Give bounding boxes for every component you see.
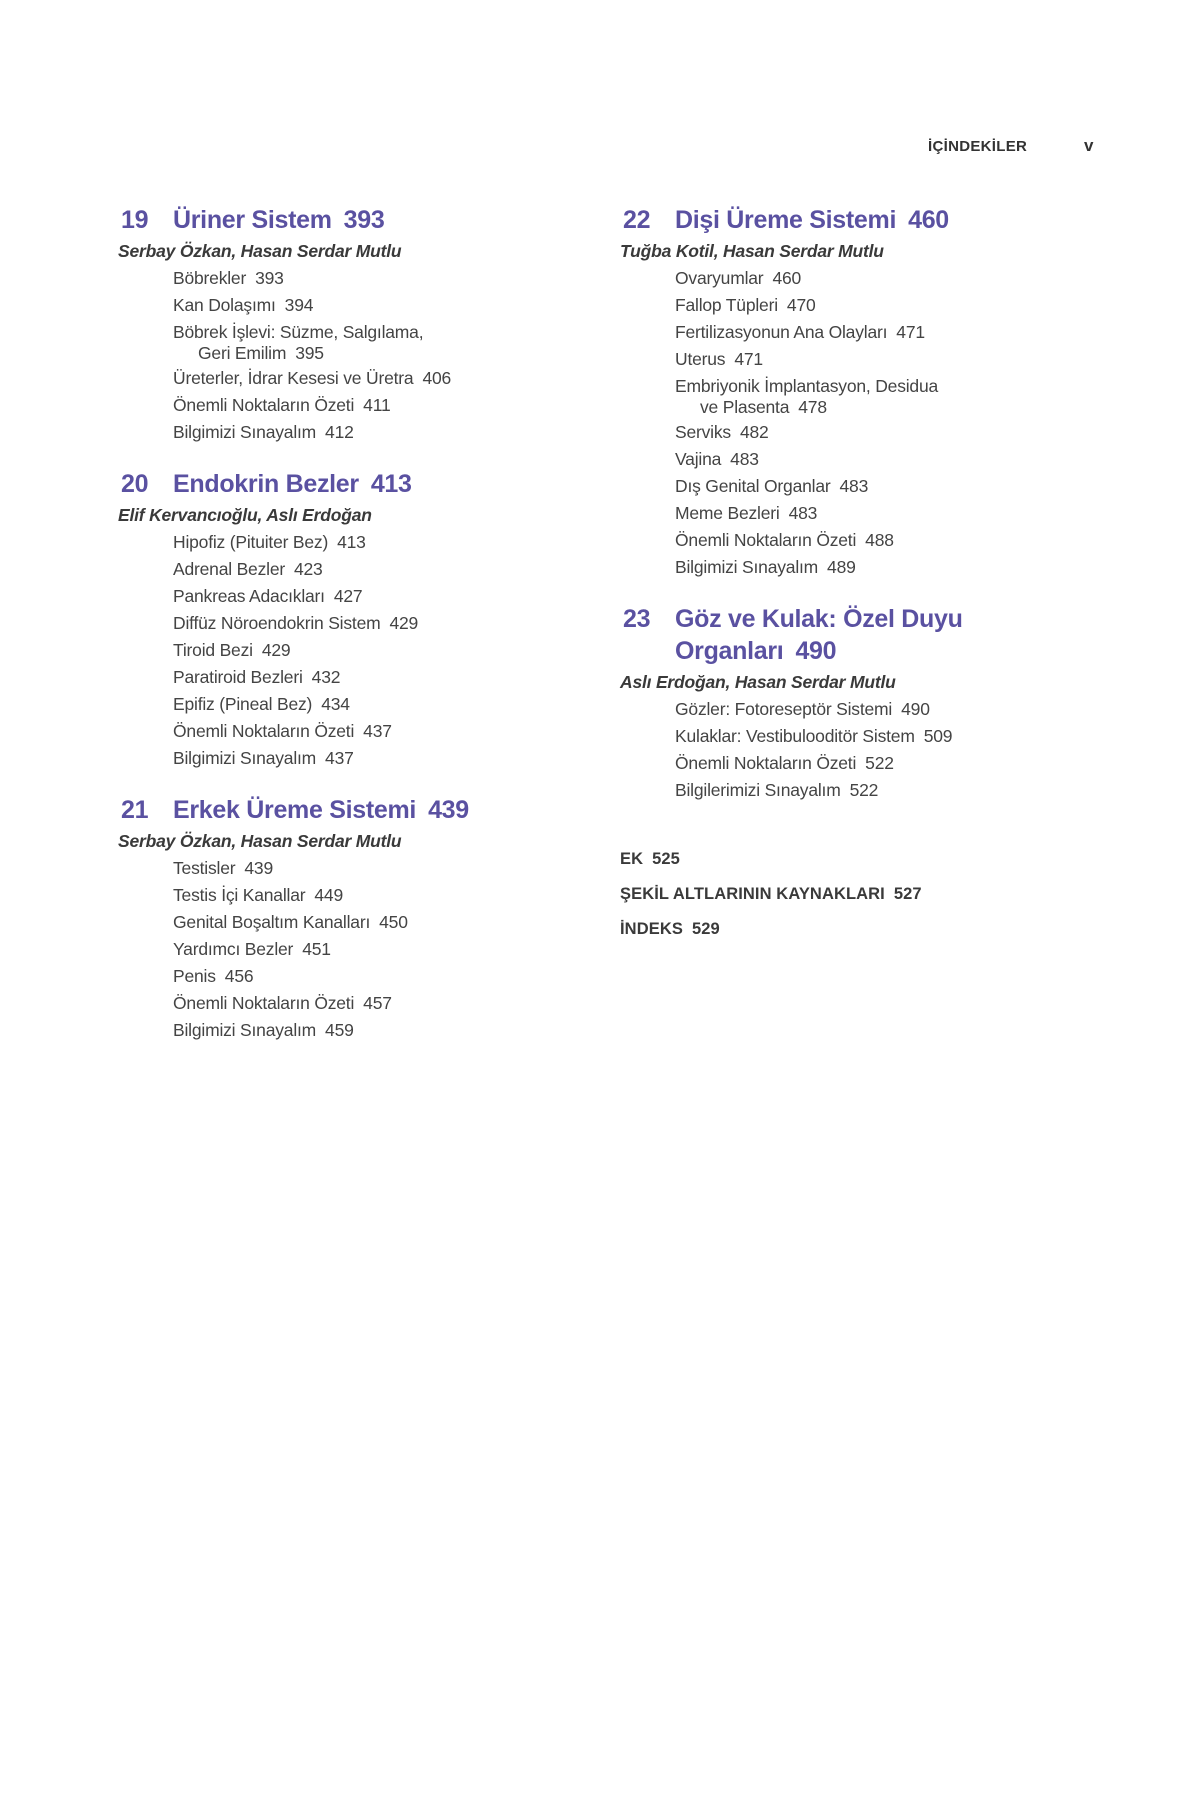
toc-entry[interactable]: Önemli Noktaların Özeti 457 xyxy=(173,993,392,1013)
toc-entry[interactable]: Ovaryumlar 460 xyxy=(675,268,802,288)
toc-entry[interactable]: Dış Genital Organlar 483 xyxy=(675,476,869,496)
toc-entry[interactable]: Testisler 439 xyxy=(173,858,273,878)
toc-entry[interactable]: Pankreas Adacıkları 427 xyxy=(173,586,363,606)
toc-entry[interactable]: Paratiroid Bezleri 432 xyxy=(173,667,341,687)
toc-left-column xyxy=(118,204,588,1066)
chapter-number: 20 xyxy=(121,470,149,498)
toc-entry[interactable]: Kulaklar: Vestibulooditör Sistem 509 xyxy=(675,726,953,746)
toc-entry[interactable]: Böbrek İşlevi: Süzme, Salgılama, Geri Emilim 395 xyxy=(173,322,424,363)
chapter-authors: Serbay Özkan, Hasan Serdar Mutlu xyxy=(118,241,402,261)
back-matter-figure-sources[interactable]: ŞEKİL ALTLARININ KAYNAKLARI 527 xyxy=(620,885,922,903)
chapter-authors: Tuğba Kotil, Hasan Serdar Mutlu xyxy=(620,241,884,261)
back-matter-list xyxy=(620,842,1090,947)
chapter-heading[interactable] xyxy=(620,204,1090,236)
toc-entry[interactable]: Bilgimizi Sınayalım 412 xyxy=(173,422,354,442)
chapter-title: Üriner Sistem 393 xyxy=(173,206,385,234)
chapter-19 xyxy=(118,204,588,446)
running-head-page-number: v xyxy=(1084,136,1094,155)
toc-entry[interactable]: Meme Bezleri 483 xyxy=(675,503,818,523)
chapter-heading[interactable] xyxy=(118,204,588,236)
toc-entry[interactable]: Uterus 471 xyxy=(675,349,763,369)
chapter-number: 21 xyxy=(121,796,149,824)
back-matter-appendix[interactable]: EK 525 xyxy=(620,850,680,868)
chapter-title: Göz ve Kulak: Özel Duyu Organları 490 xyxy=(675,605,963,665)
section-list xyxy=(620,696,1090,804)
toc-entry[interactable]: Önemli Noktaların Özeti 522 xyxy=(675,753,894,773)
toc-entry[interactable]: Bilgimizi Sınayalım 459 xyxy=(173,1020,354,1040)
running-head xyxy=(0,138,1200,162)
chapter-title: Endokrin Bezler 413 xyxy=(173,470,412,498)
chapter-23 xyxy=(620,603,1090,804)
running-head-title: İÇİNDEKİLER xyxy=(928,138,1028,155)
chapter-heading[interactable] xyxy=(118,468,588,500)
toc-entry[interactable]: Bilgimizi Sınayalım 489 xyxy=(675,557,856,577)
chapter-22 xyxy=(620,204,1090,581)
toc-entry[interactable]: Hipofiz (Pituiter Bez) 413 xyxy=(173,532,366,552)
chapter-number: 19 xyxy=(121,206,149,234)
toc-entry[interactable]: Epifiz (Pineal Bez) 434 xyxy=(173,694,350,714)
chapter-page: 490 xyxy=(795,637,837,665)
toc-entry[interactable]: Tiroid Bezi 429 xyxy=(173,640,291,660)
toc-entry[interactable]: Embriyonik İmplantasyon, Desidua ve Plasenta 478 xyxy=(675,376,939,417)
chapter-page: 439 xyxy=(428,796,469,824)
toc-entry[interactable]: Genital Boşaltım Kanalları 450 xyxy=(173,912,408,932)
toc-entry[interactable]: Bilgilerimizi Sınayalım 522 xyxy=(675,780,879,800)
toc-entry[interactable]: Yardımcı Bezler 451 xyxy=(173,939,331,959)
chapter-authors: Serbay Özkan, Hasan Serdar Mutlu xyxy=(118,831,402,851)
chapter-page: 393 xyxy=(343,206,385,234)
toc-entry[interactable]: Önemli Noktaların Özeti 411 xyxy=(173,395,391,415)
toc-entry[interactable]: Testis İçi Kanallar 449 xyxy=(173,885,343,905)
chapter-number: 22 xyxy=(623,206,651,234)
toc-entry[interactable]: Fertilizasyonun Ana Olayları 471 xyxy=(675,322,925,342)
toc-entry[interactable]: Önemli Noktaların Özeti 437 xyxy=(173,721,392,741)
chapter-authors: Elif Kervancıoğlu, Aslı Erdoğan xyxy=(118,505,372,525)
toc-entry[interactable]: Penis 456 xyxy=(173,966,254,986)
toc-entry[interactable]: Önemli Noktaların Özeti 488 xyxy=(675,530,894,550)
toc-right-column xyxy=(620,204,1090,947)
chapter-heading[interactable] xyxy=(620,603,1090,667)
chapter-title: Erkek Üreme Sistemi 439 xyxy=(173,796,469,824)
chapter-heading[interactable] xyxy=(118,794,588,826)
toc-entry[interactable]: Vajina 483 xyxy=(675,449,759,469)
section-list xyxy=(118,855,588,1044)
toc-entry[interactable]: Serviks 482 xyxy=(675,422,769,442)
section-list xyxy=(620,265,1090,581)
toc-entry[interactable]: Diffüz Nöroendokrin Sistem 429 xyxy=(173,613,419,633)
toc-entry[interactable]: Fallop Tüpleri 470 xyxy=(675,295,816,315)
chapter-title: Dişi Üreme Sistemi 460 xyxy=(675,206,949,234)
chapter-authors: Aslı Erdoğan, Hasan Serdar Mutlu xyxy=(620,672,896,692)
toc-entry[interactable]: Bilgimizi Sınayalım 437 xyxy=(173,748,354,768)
chapter-number: 23 xyxy=(623,605,651,633)
chapter-20 xyxy=(118,468,588,772)
chapter-21 xyxy=(118,794,588,1044)
section-list xyxy=(118,265,588,446)
toc-entry[interactable]: Gözler: Fotoreseptör Sistemi 490 xyxy=(675,699,930,719)
toc-entry[interactable]: Kan Dolaşımı 394 xyxy=(173,295,314,315)
chapter-page: 413 xyxy=(370,470,412,498)
back-matter-index[interactable]: İNDEKS 529 xyxy=(620,920,720,938)
section-list xyxy=(118,529,588,772)
toc-entry[interactable]: Üreterler, İdrar Kesesi ve Üretra 406 xyxy=(173,368,452,388)
chapter-page: 460 xyxy=(908,206,949,234)
toc-entry[interactable]: Adrenal Bezler 423 xyxy=(173,559,323,579)
toc-entry[interactable]: Böbrekler 393 xyxy=(173,268,284,288)
